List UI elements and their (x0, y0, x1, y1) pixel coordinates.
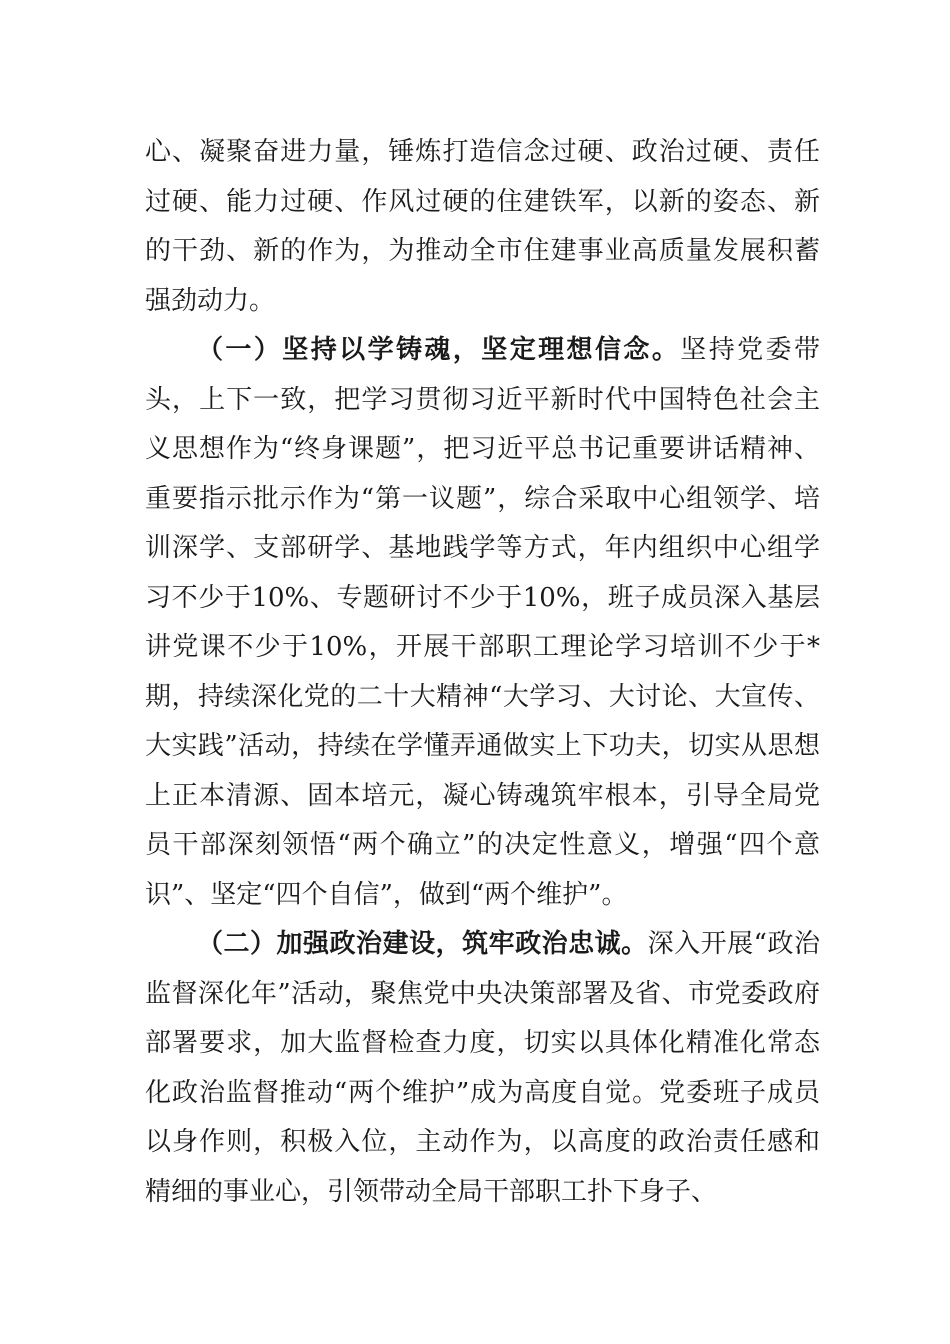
paragraph-text: 坚持党委带头，上下一致，把学习贯彻习近平新时代中国特色社会主义思想作为“终身课题”，把习近平总书记重要讲话精神、重要指示批示作为“第一议题”，综合采取中心组领学、培训深学、支部研学、基地践学等方式，年内组织中心组学习不少于10%、专题研讨不少于10%，班子成员深入基层讲党课不少于10%，开展干部职工理论学习培训不少于*期，持续深化党的二十大精神“大学习、大讨论、大宣传、大实践”活动，持续在学懂弄通做实上下功夫，切实从思想上正本清源、固本培元，凝心铸魂筑牢根本，引导全局党员干部深刻领悟“两个确立”的决定性意义，增强“四个意识”、坚定“四个自信”，做到“两个维护”。 (145, 335, 820, 910)
document-body (145, 128, 820, 1217)
paragraph-text: 深入开展“政治监督深化年”活动，聚焦党中央决策部署及省、市党委政府部署要求，加大监督检查力度，切实以具体化精准化常态化政治监督推动“两个维护”成为高度自觉。党委班子成员以身作则，积极入位，主动作为，以高度的政治责任感和精细的事业心，引领带动全局干部职工扑下身子、 (145, 929, 820, 1207)
paragraph-section-1 (145, 326, 820, 920)
paragraph-text: 心、凝聚奋进力量，锤炼打造信念过硬、政治过硬、责任过硬、能力过硬、作风过硬的住建铁军，以新的姿态、新的干劲、新的作为，为推动全市住建事业高质量发展积蓄强劲动力。 (145, 137, 820, 316)
section-heading: （二）加强政治建设，筑牢政治忠诚。 (197, 929, 648, 959)
paragraph-continuation (145, 128, 820, 326)
paragraph-section-2 (145, 920, 820, 1217)
section-heading: （一）坚持以学铸魂，坚定理想信念。 (197, 335, 681, 365)
